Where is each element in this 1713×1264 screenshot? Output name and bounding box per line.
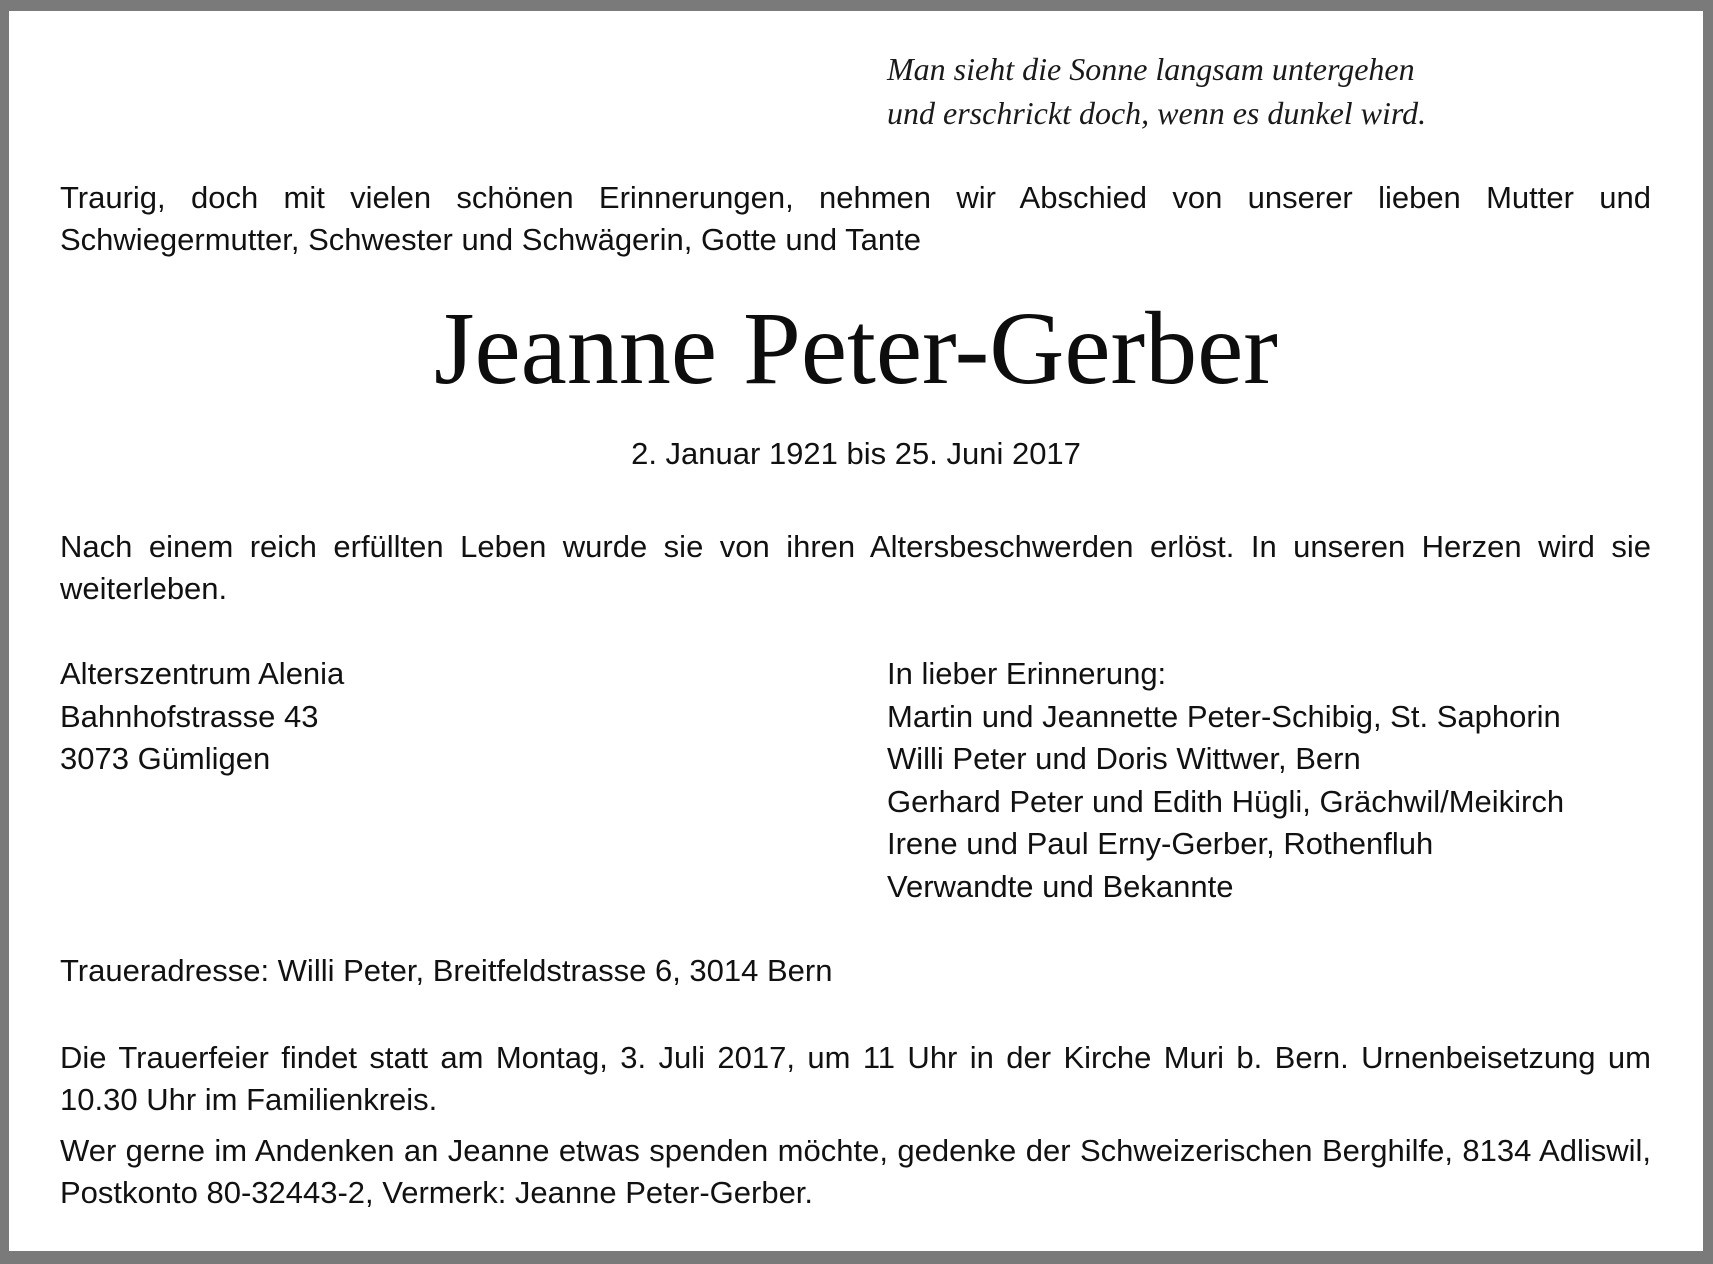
- intro-text: Traurig, doch mit vielen schönen Erinnerungen, nehmen wir Abschied von unserer lieben Mutter und Schwiegermutter, Schwester und Schwägerin, Gotte und Tante: [60, 180, 1651, 257]
- residence-line-1: Alterszentrum Alenia: [60, 656, 345, 691]
- mourners-heading: In lieber Erinnerung:: [887, 656, 1167, 691]
- life-dates: 2. Januar 1921 bis 25. Juni 2017: [631, 436, 1081, 471]
- residence-line-3: 3073 Gümligen: [60, 741, 271, 776]
- mourner-entry: Irene und Paul Erny-Gerber, Rothenfluh: [887, 826, 1434, 861]
- motto-line-1: Man sieht die Sonne langsam untergehen: [887, 51, 1415, 87]
- mourning-address: Traueradresse: Willi Peter, Breitfeldstrasse 6, 3014 Bern: [60, 953, 833, 988]
- residence-line-2: Bahnhofstrasse 43: [60, 698, 319, 734]
- residence-address: [60, 653, 344, 781]
- deceased-name: Jeanne Peter-Gerber: [434, 291, 1278, 406]
- obituary-notice: [9, 11, 1703, 1251]
- motto-quote: [887, 47, 1587, 135]
- mourner-entry: Verwandte und Bekannte: [887, 868, 1234, 904]
- mourner-entry: Willi Peter und Doris Wittwer, Bern: [887, 741, 1361, 776]
- mourners-list: [887, 653, 1564, 908]
- tribute-text: Nach einem reich erfüllten Leben wurde sie von ihren Altersbeschwerden erlöst. In unseren Herzen wird sie weiterleben.: [60, 529, 1651, 606]
- motto-line-2: und erschrickt doch, wenn es dunkel wird.: [887, 95, 1427, 131]
- mourner-entry: Martin und Jeannette Peter-Schibig, St. Saphorin: [887, 698, 1561, 734]
- ceremony-info: Die Trauerfeier findet statt am Montag, 3. Juli 2017, um 11 Uhr in der Kirche Muri b. Bern. Urnenbeisetzung um 10.30 Uhr im Familienkreis.: [60, 1040, 1651, 1117]
- donation-info: Wer gerne im Andenken an Jeanne etwas spenden möchte, gedenke der Schweizerischen Berghilfe, 8134 Adliswil, Postkonto 80-32443-2, Vermerk: Jeanne Peter-Gerber.: [60, 1133, 1651, 1210]
- mourner-entry: Gerhard Peter und Edith Hügli, Grächwil/Meikirch: [887, 783, 1565, 819]
